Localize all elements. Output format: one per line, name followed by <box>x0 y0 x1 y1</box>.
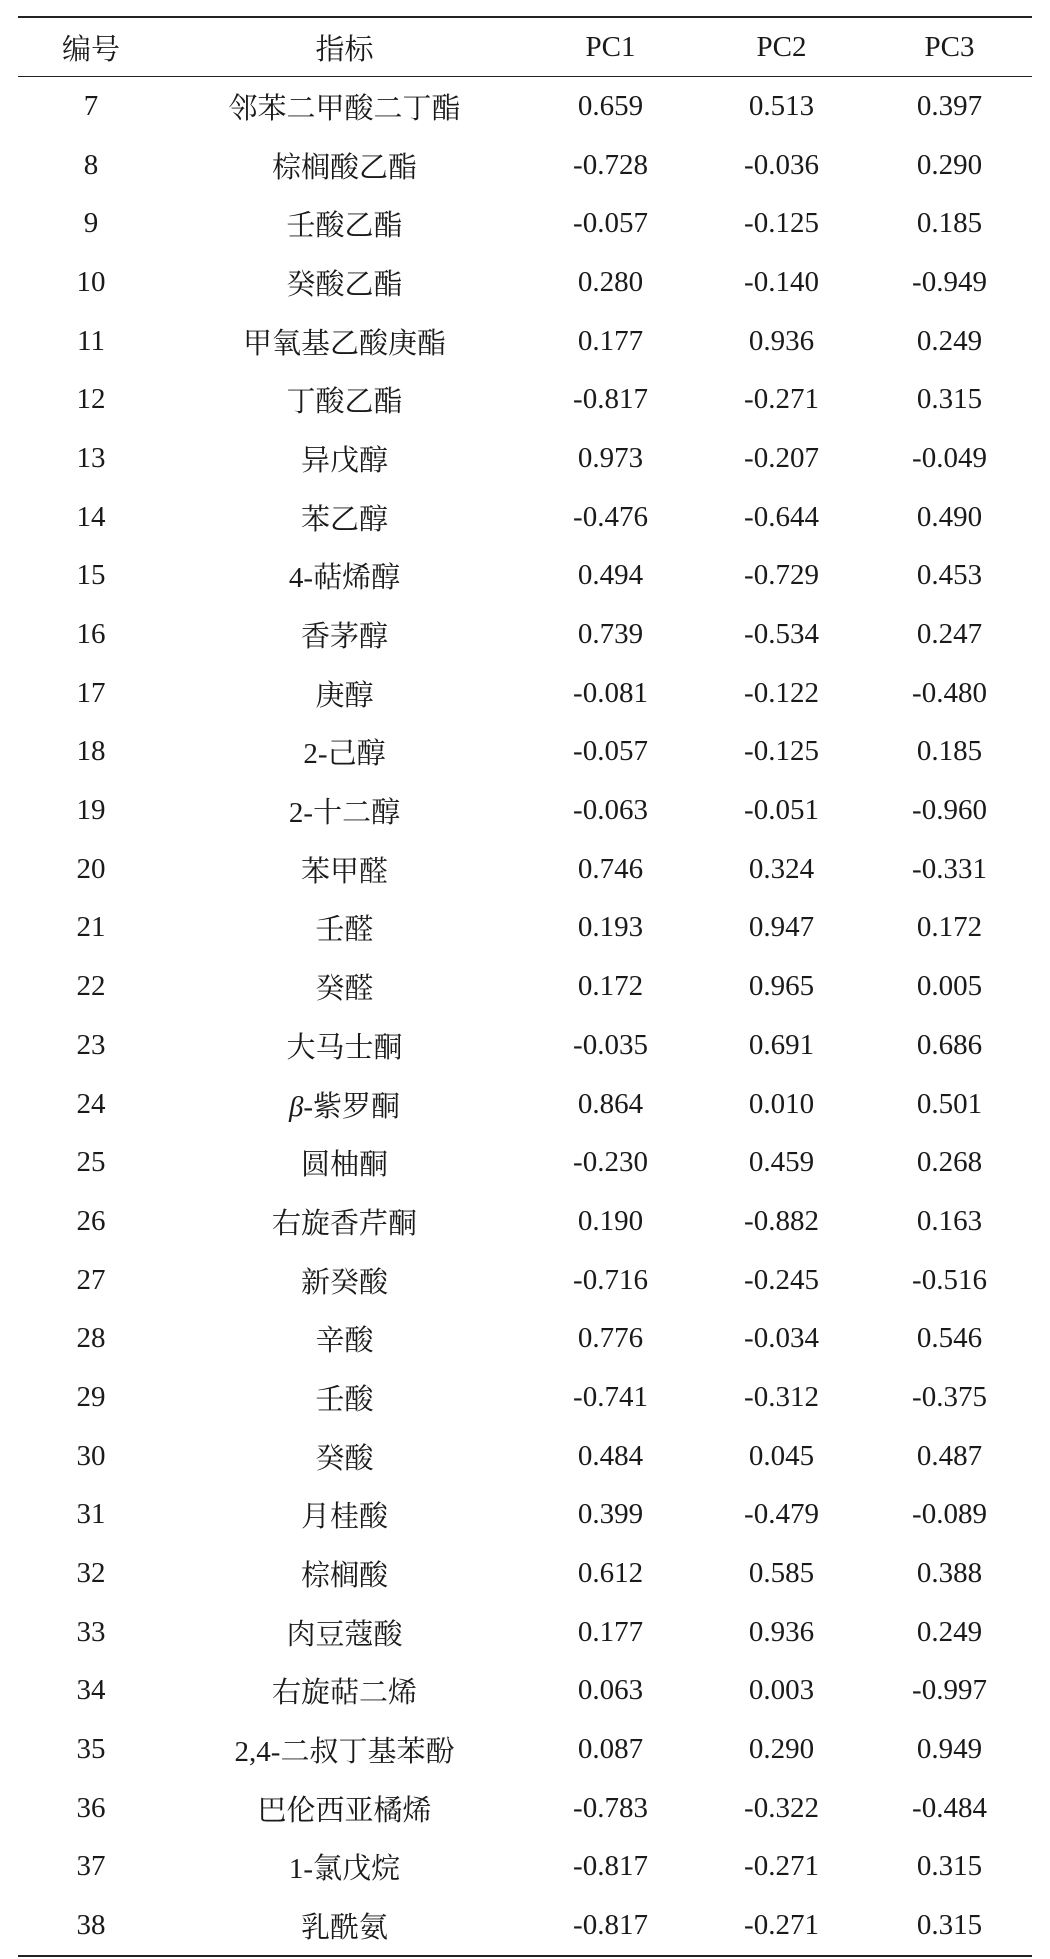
cell-indicator: 新癸酸 <box>300 1266 388 1299</box>
cell-pc1: -0.057 <box>573 207 648 240</box>
cell-pc1: 0.087 <box>577 1733 644 1766</box>
cell-pc3: -0.480 <box>912 676 987 709</box>
table-row <box>18 1427 1032 1486</box>
table-row <box>18 77 1032 136</box>
cell-id: 33 <box>76 1615 106 1648</box>
cell-pc2: 0.290 <box>748 1733 815 1766</box>
cell-pc2: 0.965 <box>748 970 815 1003</box>
cell-pc2: 0.513 <box>748 89 815 122</box>
cell-pc3: 0.487 <box>916 1439 983 1472</box>
cell-pc2: -0.207 <box>744 441 819 474</box>
cell-pc1: 0.612 <box>577 1557 644 1590</box>
cell-pc3: 0.290 <box>916 148 983 181</box>
cell-indicator: 棕榈酸 <box>300 1560 388 1593</box>
cell-id: 16 <box>76 618 106 651</box>
cell-pc1: 0.399 <box>577 1498 644 1531</box>
cell-pc3: 0.247 <box>916 618 983 651</box>
cell-pc2: -0.271 <box>744 383 819 416</box>
cell-indicator: 苯乙醇 <box>300 503 388 536</box>
cell-indicator: 月桂酸 <box>300 1501 388 1534</box>
cell-indicator: 2-己醇 <box>303 738 386 771</box>
cell-id: 22 <box>76 970 106 1003</box>
cell-pc3: -0.516 <box>912 1263 987 1296</box>
cell-pc1: -0.817 <box>573 383 648 416</box>
cell-indicator: β-紫罗酮 <box>288 1090 401 1123</box>
cell-pc2: 0.691 <box>748 1028 815 1061</box>
cell-pc1: 0.484 <box>577 1439 644 1472</box>
cell-pc3: -0.949 <box>912 265 987 298</box>
cell-pc3: -0.331 <box>912 852 987 885</box>
cell-pc1: -0.783 <box>573 1791 648 1824</box>
cell-indicator: 异戊醇 <box>300 444 388 477</box>
cell-pc1: -0.063 <box>573 794 648 827</box>
cell-pc3: 0.315 <box>916 1909 983 1942</box>
cell-pc3: 0.268 <box>916 1146 983 1179</box>
cell-pc1: 0.280 <box>577 265 644 298</box>
cell-pc3: 0.490 <box>916 500 983 533</box>
cell-pc2: 0.003 <box>748 1674 815 1707</box>
table-row <box>18 370 1032 429</box>
table-row <box>18 1368 1032 1427</box>
cell-pc2: -0.644 <box>744 500 819 533</box>
table-row <box>18 1133 1032 1192</box>
cell-pc1: -0.035 <box>573 1028 648 1061</box>
cell-pc3: 0.388 <box>916 1557 983 1590</box>
table-row <box>18 1251 1032 1310</box>
table-row <box>18 547 1032 606</box>
cell-id: 27 <box>76 1263 106 1296</box>
cell-id: 31 <box>76 1498 106 1531</box>
cell-pc1: 0.739 <box>577 618 644 651</box>
cell-pc3: -0.375 <box>912 1380 987 1413</box>
cell-pc2: -0.036 <box>744 148 819 181</box>
cell-id: 24 <box>76 1087 106 1120</box>
cell-indicator: 邻苯二甲酸二丁酯 <box>228 92 461 125</box>
cell-pc1: -0.230 <box>573 1146 648 1179</box>
table-header-row <box>18 17 1032 77</box>
cell-indicator: 肉豆蔻酸 <box>286 1618 403 1651</box>
cell-pc2: -0.312 <box>744 1380 819 1413</box>
table-row <box>18 605 1032 664</box>
cell-indicator: 右旋萜二烯 <box>271 1677 417 1710</box>
table-row <box>18 1309 1032 1368</box>
table-row <box>18 1075 1032 1134</box>
cell-id: 12 <box>76 383 106 416</box>
table-row <box>18 723 1032 782</box>
cell-id: 17 <box>76 676 106 709</box>
table-row <box>18 781 1032 840</box>
cell-pc1: -0.817 <box>573 1909 648 1942</box>
table-row <box>18 840 1032 899</box>
cell-pc1: 0.177 <box>577 324 644 357</box>
cell-pc1: 0.659 <box>577 89 644 122</box>
cell-id: 34 <box>76 1674 106 1707</box>
cell-id: 11 <box>77 324 105 357</box>
cell-id: 7 <box>83 89 99 122</box>
cell-pc1: -0.741 <box>573 1380 648 1413</box>
cell-indicator: 癸酸乙酯 <box>286 268 403 301</box>
cell-pc3: 0.005 <box>916 970 983 1003</box>
cell-id: 35 <box>76 1733 106 1766</box>
table-row <box>18 1016 1032 1075</box>
cell-pc1: -0.728 <box>573 148 648 181</box>
pca-loadings-table-container <box>18 16 1032 1957</box>
cell-pc3: 0.315 <box>916 383 983 416</box>
cell-pc3: 0.501 <box>916 1087 983 1120</box>
cell-pc2: -0.140 <box>744 265 819 298</box>
cell-indicator: 丁酸乙酯 <box>286 386 403 419</box>
cell-pc2: -0.051 <box>744 794 819 827</box>
cell-pc2: 0.936 <box>748 1615 815 1648</box>
cell-indicator: 巴伦西亚橘烯 <box>257 1794 432 1827</box>
cell-pc2: 0.936 <box>748 324 815 357</box>
cell-id: 20 <box>76 852 106 885</box>
cell-pc3: -0.089 <box>912 1498 987 1531</box>
cell-indicator: 辛酸 <box>315 1325 374 1358</box>
pca-loadings-table <box>18 16 1032 1957</box>
cell-id: 8 <box>83 148 99 181</box>
cell-id: 9 <box>83 207 99 240</box>
table-row <box>18 1779 1032 1838</box>
cell-indicator: 癸酸 <box>315 1442 374 1475</box>
cell-pc2: -0.729 <box>744 559 819 592</box>
cell-pc1: 0.494 <box>577 559 644 592</box>
cell-id: 29 <box>76 1380 106 1413</box>
cell-id: 14 <box>76 500 106 533</box>
cell-id: 15 <box>76 559 106 592</box>
cell-pc1: -0.081 <box>573 676 648 709</box>
table-row <box>18 664 1032 723</box>
cell-indicator: 庚醇 <box>315 679 374 712</box>
cell-pc3: 0.949 <box>916 1733 983 1766</box>
cell-id: 19 <box>76 794 106 827</box>
cell-pc1: 0.172 <box>577 970 644 1003</box>
cell-id: 36 <box>76 1791 106 1824</box>
cell-pc2: 0.459 <box>748 1146 815 1179</box>
cell-id: 23 <box>76 1028 106 1061</box>
cell-indicator: 圆柚酮 <box>300 1149 388 1182</box>
cell-id: 32 <box>76 1557 106 1590</box>
table-row <box>18 312 1032 371</box>
table-row <box>18 1838 1032 1897</box>
cell-pc3: 0.546 <box>916 1322 983 1355</box>
cell-indicator: 乳酰氨 <box>300 1912 388 1945</box>
cell-pc2: 0.045 <box>748 1439 815 1472</box>
table-row <box>18 194 1032 253</box>
cell-pc1: 0.973 <box>577 441 644 474</box>
cell-indicator: 2,4-二叔丁基苯酚 <box>234 1736 455 1769</box>
cell-pc1: 0.746 <box>577 852 644 885</box>
cell-indicator: 甲氧基乙酸庚酯 <box>242 327 446 360</box>
cell-pc1: 0.063 <box>577 1674 644 1707</box>
cell-id: 25 <box>76 1146 106 1179</box>
cell-pc2: -0.125 <box>744 207 819 240</box>
cell-indicator: 壬酸 <box>315 1383 374 1416</box>
cell-id: 21 <box>76 911 106 944</box>
table-row <box>18 488 1032 547</box>
header-indicator: 指标 <box>315 33 374 66</box>
table-row <box>18 1720 1032 1779</box>
cell-pc3: -0.960 <box>912 794 987 827</box>
cell-pc2: 0.010 <box>748 1087 815 1120</box>
cell-pc2: -0.271 <box>744 1909 819 1942</box>
cell-id: 18 <box>76 735 106 768</box>
table-body <box>18 77 1032 1957</box>
cell-pc1: 0.864 <box>577 1087 644 1120</box>
cell-pc2: -0.245 <box>744 1263 819 1296</box>
cell-pc2: -0.479 <box>744 1498 819 1531</box>
cell-pc3: -0.997 <box>912 1674 987 1707</box>
cell-pc2: -0.034 <box>744 1322 819 1355</box>
cell-pc3: 0.315 <box>916 1850 983 1883</box>
cell-indicator: 棕榈酸乙酯 <box>271 151 417 184</box>
cell-pc2: 0.585 <box>748 1557 815 1590</box>
cell-pc1: 0.177 <box>577 1615 644 1648</box>
cell-pc1: -0.476 <box>573 500 648 533</box>
cell-indicator: 苯甲醛 <box>300 855 388 888</box>
cell-pc3: 0.397 <box>916 89 983 122</box>
cell-pc2: -0.271 <box>744 1850 819 1883</box>
table-row <box>18 136 1032 195</box>
table-row <box>18 429 1032 488</box>
cell-id: 13 <box>76 441 106 474</box>
cell-indicator: 1-氯戊烷 <box>288 1853 401 1886</box>
cell-pc2: -0.534 <box>744 618 819 651</box>
table-row <box>18 1192 1032 1251</box>
cell-pc1: 0.193 <box>577 911 644 944</box>
cell-pc3: 0.249 <box>916 324 983 357</box>
cell-id: 30 <box>76 1439 106 1472</box>
header-id: 编号 <box>61 33 120 66</box>
cell-pc1: -0.817 <box>573 1850 648 1883</box>
cell-indicator: 大马士酮 <box>286 1031 403 1064</box>
header-pc3: PC3 <box>924 30 975 63</box>
cell-pc3: 0.172 <box>916 911 983 944</box>
table-row <box>18 899 1032 958</box>
cell-id: 38 <box>76 1909 106 1942</box>
cell-pc1: -0.057 <box>573 735 648 768</box>
cell-pc3: 0.185 <box>916 735 983 768</box>
cell-pc2: -0.882 <box>744 1204 819 1237</box>
cell-pc2: -0.125 <box>744 735 819 768</box>
header-pc2: PC2 <box>756 30 807 63</box>
table-row <box>18 1486 1032 1545</box>
table-row <box>18 1662 1032 1721</box>
cell-pc3: 0.686 <box>916 1028 983 1061</box>
cell-pc2: -0.322 <box>744 1791 819 1824</box>
cell-id: 37 <box>76 1850 106 1883</box>
cell-pc3: 0.249 <box>916 1615 983 1648</box>
table-row <box>18 1603 1032 1662</box>
cell-pc3: -0.484 <box>912 1791 987 1824</box>
cell-pc2: 0.324 <box>748 852 815 885</box>
table-row <box>18 253 1032 312</box>
cell-indicator: 壬酸乙酯 <box>286 210 403 243</box>
cell-pc3: -0.049 <box>912 441 987 474</box>
cell-indicator: 右旋香芹酮 <box>271 1207 417 1240</box>
cell-indicator: 2-十二醇 <box>288 797 401 830</box>
cell-id: 26 <box>76 1204 106 1237</box>
cell-pc2: -0.122 <box>744 676 819 709</box>
cell-pc3: 0.163 <box>916 1204 983 1237</box>
table-row <box>18 1544 1032 1603</box>
cell-id: 10 <box>76 265 106 298</box>
cell-indicator: 癸醛 <box>315 973 374 1006</box>
cell-indicator: 香茅醇 <box>300 621 388 654</box>
cell-pc1: -0.716 <box>573 1263 648 1296</box>
cell-pc2: 0.947 <box>748 911 815 944</box>
cell-pc1: 0.776 <box>577 1322 644 1355</box>
cell-pc3: 0.185 <box>916 207 983 240</box>
cell-indicator: 4-萜烯醇 <box>288 562 401 595</box>
table-row <box>18 957 1032 1016</box>
cell-id: 28 <box>76 1322 106 1355</box>
table-row <box>18 1896 1032 1956</box>
header-pc1: PC1 <box>585 30 636 63</box>
cell-pc3: 0.453 <box>916 559 983 592</box>
cell-pc1: 0.190 <box>577 1204 644 1237</box>
cell-indicator: 壬醛 <box>315 914 374 947</box>
